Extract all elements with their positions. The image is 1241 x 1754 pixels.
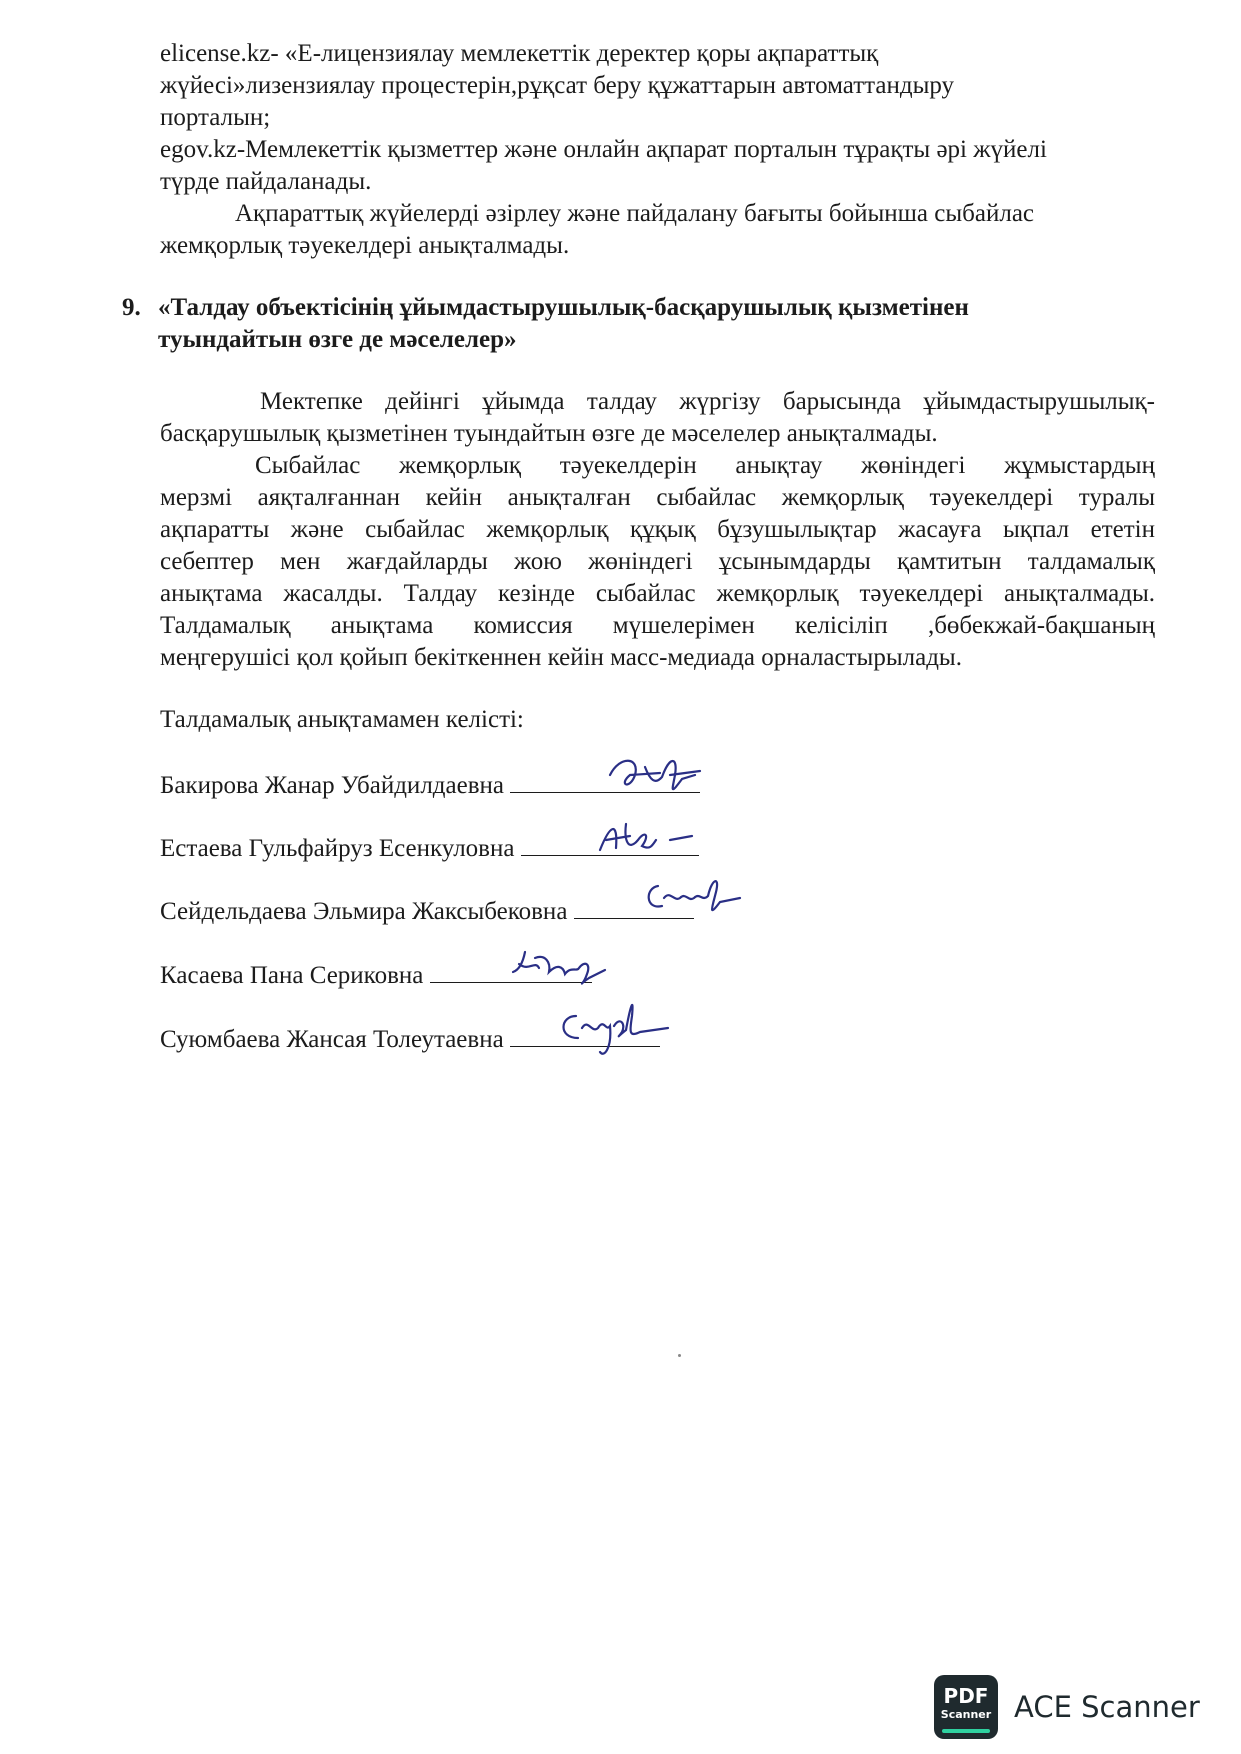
logo-scanner-text: Scanner <box>940 1708 992 1721</box>
signatory-row <box>160 831 699 865</box>
scanner-logo <box>934 1675 998 1739</box>
text-line: elicense.kz- «Е-лицензиялау мемлекеттік деректер қоры ақпараттық <box>160 40 879 67</box>
logo-pdf-text: PDF <box>943 1684 989 1708</box>
text-line: мерзмі аяқталғаннан кейін анықталған сыбайлас жемқорлық тәуекелдері туралы <box>160 484 1155 511</box>
signature-line <box>510 1022 660 1047</box>
text-line: себептер мен жағдайларды жою жөніндегі ұсынымдарды қамтитын талдамалық <box>160 548 1155 575</box>
text-line: egov.kz-Мемлекеттік қызметтер және онлайн ақпарат порталын тұрақты әрі жүйелі <box>160 136 1047 163</box>
section-number: 9. <box>122 294 141 321</box>
text-line: жемқорлық тәуекелдері анықталмады. <box>160 232 570 259</box>
signature-line <box>521 831 699 856</box>
signature-line <box>510 768 700 793</box>
paragraph-analysis <box>160 386 1155 674</box>
signatory-name: Сейдельдаева Эльмира Жаксыбековна <box>160 898 568 925</box>
text-line: Талдамалық анықтама комиссия мүшелерімен келісіліп ,бөбекжай-бақшаның <box>160 612 1155 639</box>
paragraph-info-systems <box>160 38 1120 262</box>
watermark-text: ACE Scanner <box>1014 1690 1200 1724</box>
text-line: ақпаратты және сыбайлас жемқорлық құқық бұзушылықтар жасауға ықпал ететін <box>160 516 1155 543</box>
signatory-name: Касаева Пана Сериковна <box>160 962 424 989</box>
signatory-name: Естаева Гульфайруз Есенкуловна <box>160 835 515 862</box>
section-title-line: «Талдау объектісінің ұйымдастырушылық-басқарушылық қызметінен <box>158 294 969 321</box>
signatory-row <box>160 1022 660 1056</box>
agreement-label: Талдамалық анықтамамен келісті: <box>160 706 524 733</box>
signature-line <box>574 894 694 919</box>
signature-line <box>430 958 592 983</box>
text-line: Мектепке дейінгі ұйымда талдау жүргізу барысында ұйымдастырушылық- <box>260 388 1155 415</box>
text-line: түрде пайдаланады. <box>160 168 372 195</box>
signatory-name: Суюмбаева Жансая Толеутаевна <box>160 1026 504 1053</box>
text-line: меңгерушісі қол қойып бекіткеннен кейін масс-медиада орналастырылады. <box>160 644 962 671</box>
signatory-row <box>160 958 592 992</box>
section-title-line: туындайтын өзге де мәселелер» <box>158 326 517 353</box>
signatory-row <box>160 768 700 802</box>
text-line: Ақпараттық жүйелерді әзірлеу және пайдалану бағыты бойынша сыбайлас <box>235 200 1035 227</box>
text-line: порталын; <box>160 104 271 131</box>
text-line: жүйесі»лизензиялау процестерін,рұқсат беру құжаттарын автоматтандыру <box>160 72 955 99</box>
signatory-name: Бакирова Жанар Убайдилдаевна <box>160 772 504 799</box>
text-line: анықтама жасалды. Талдау кезінде сыбайлас жемқорлық тәуекелдері анықталмады. <box>160 580 1155 607</box>
text-line: басқарушылық қызметінен туындайтын өзге де мәселелер анықталмады. <box>160 420 938 447</box>
text-line: Сыбайлас жемқорлық тәуекелдерін анықтау жөніндегі жұмыстардың <box>255 452 1155 479</box>
scan-speck <box>678 1354 681 1357</box>
signatory-row <box>160 894 694 928</box>
logo-accent-bar <box>942 1729 990 1733</box>
